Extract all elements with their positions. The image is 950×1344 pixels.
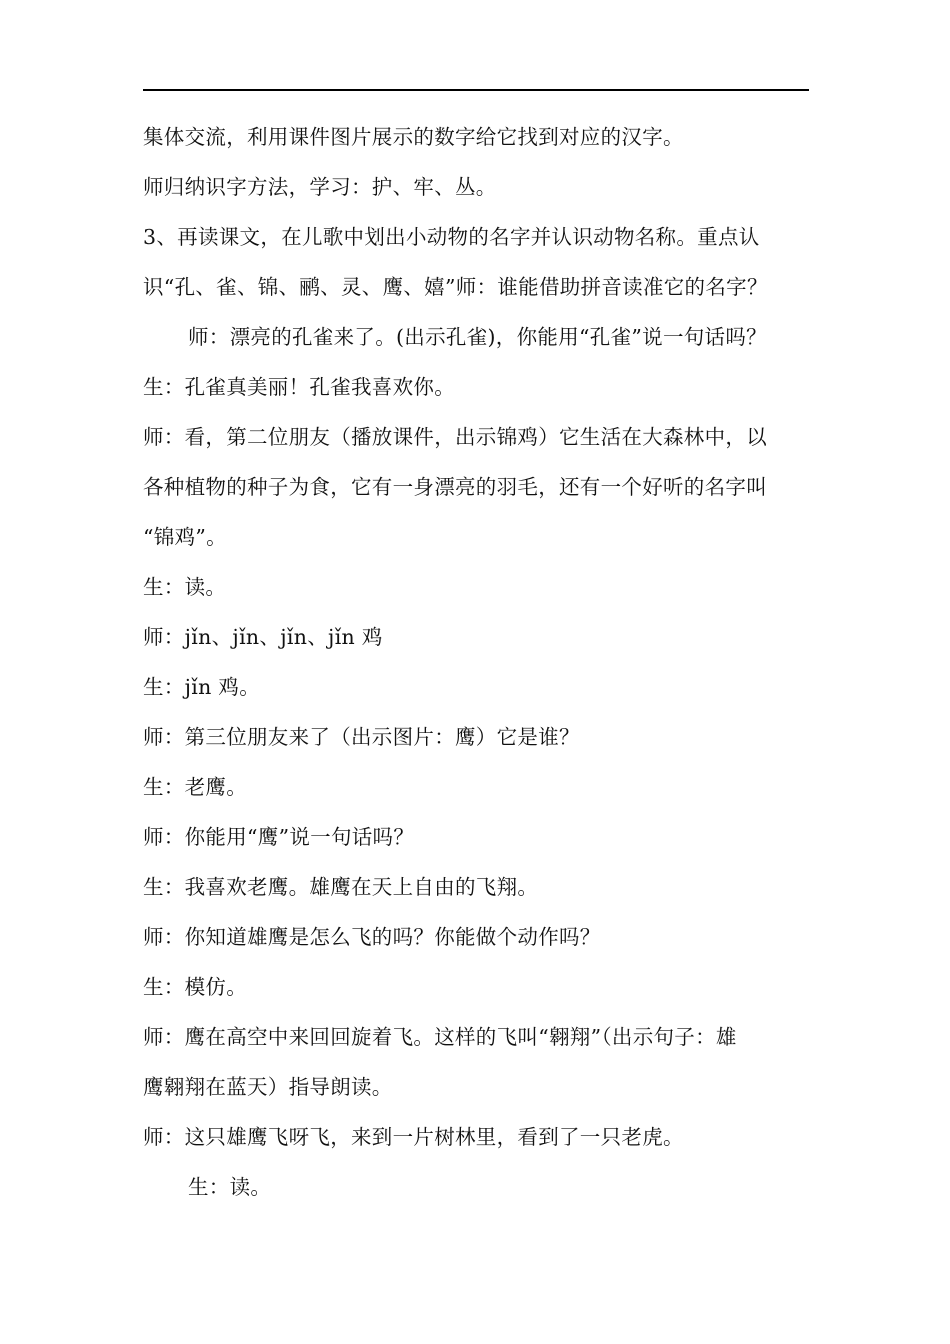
text-line: 生：jǐn 鸡。 [143, 675, 261, 699]
text-line: 生：孔雀真美丽！孔雀我喜欢你。 [143, 375, 455, 399]
header-rule [143, 89, 809, 91]
text-line: 师：第三位朋友来了（出示图片：鹰）它是谁？ [143, 725, 580, 749]
text-line: 师：jǐn、jǐn、jǐn、jǐn 鸡 [143, 625, 383, 649]
text-line: 生：老鹰。 [143, 775, 247, 799]
text-line: 集体交流，利用课件图片展示的数字给它找到对应的汉字。 [143, 125, 684, 149]
text-line: 师：看，第二位朋友（播放课件，出示锦鸡）它生活在大森林中，以 [143, 425, 767, 449]
text-line: 生：我喜欢老鹰。雄鹰在天上自由的飞翔。 [143, 875, 539, 899]
text-line: 师归纳识字方法，学习：护、牢、丛。 [143, 175, 497, 199]
text-line: 生：读。 [188, 1175, 272, 1199]
text-line: 各种植物的种子为食，它有一身漂亮的羽毛，还有一个好听的名字叫 [143, 475, 767, 499]
text-line: 生：模仿。 [143, 975, 247, 999]
text-line: 师：这只雄鹰飞呀飞，来到一片树林里，看到了一只老虎。 [143, 1125, 684, 1149]
text-line: “锦鸡”。 [143, 525, 227, 549]
text-line: 3、再读课文，在儿歌中划出小动物的名字并认识动物名称。重点认 [143, 225, 760, 249]
text-line: 师：你知道雄鹰是怎么飞的吗？你能做个动作吗？ [143, 925, 601, 949]
document-body [143, 112, 809, 1212]
text-line: 师：漂亮的孔雀来了。(出示孔雀)，你能用“孔雀”说一句话吗？ [188, 325, 767, 349]
text-line: 识“孔、雀、锦、鹂、灵、鹰、嬉”师：谁能借助拼音读准它的名字？ [143, 275, 768, 299]
text-line: 鹰翱翔在蓝天）指导朗读。 [143, 1075, 393, 1099]
text-line: 师：你能用“鹰”说一句话吗？ [143, 825, 415, 849]
text-line: 生：读。 [143, 575, 227, 599]
text-line: 师：鹰在高空中来回回旋着飞。这样的飞叫“翱翔”（出示句子：雄 [143, 1025, 737, 1049]
